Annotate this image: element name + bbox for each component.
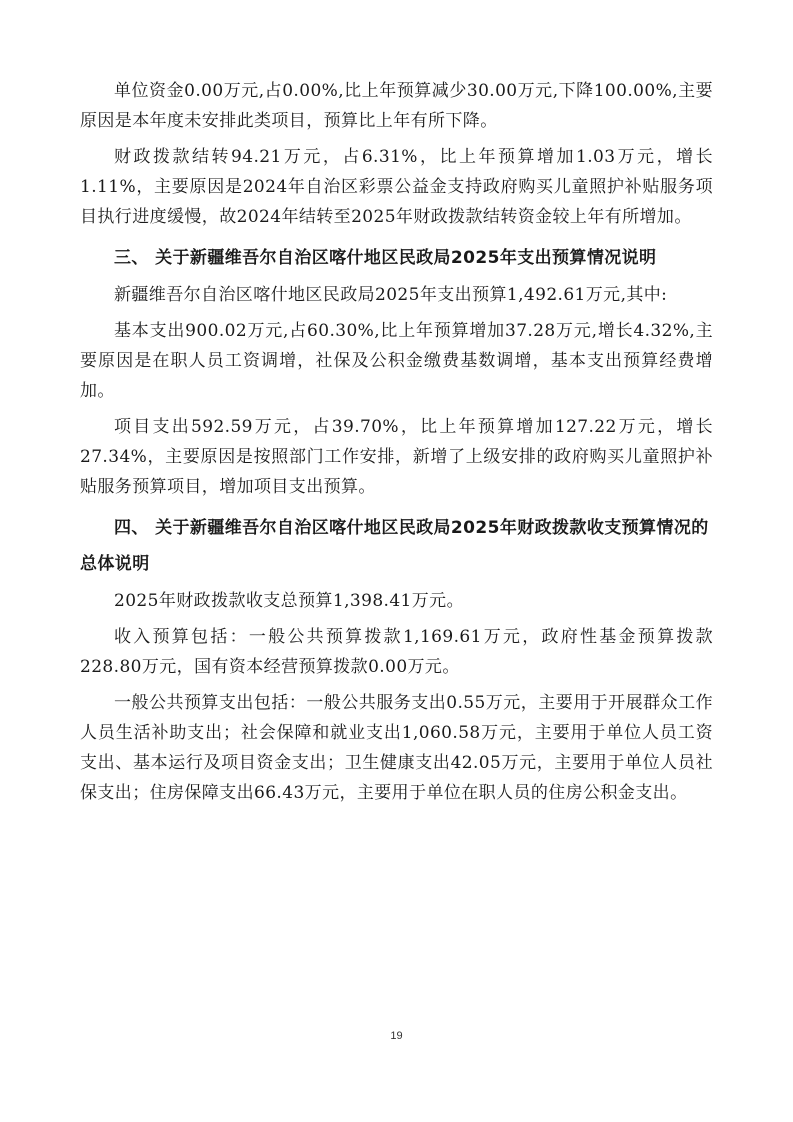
paragraph-income-budget: 收入预算包括：一般公共预算拨款1,169.61万元，政府性基金预算拨款228.80万元，国有资本经营预算拨款0.00万元。: [80, 627, 713, 677]
paragraph-total-fiscal-budget: 2025年财政拨款收支总预算1,398.41万元。: [114, 591, 464, 611]
section-heading-expenditure-budget: 三、 关于新疆维吾尔自治区喀什地区民政局2025年支出预算情况说明: [114, 248, 657, 268]
document-page: [80, 76, 713, 808]
paragraph-fiscal-carryover: 财政拨款结转94.21万元，占6.31%，比上年预算增加1.03万元，增长1.11%，主要原因是2024年自治区彩票公益金支持政府购买儿童照护补贴服务项目执行进度缓慢，故2024年结转至2025年财政拨款结转资金较上年有所增加。: [80, 147, 713, 227]
paragraph-unit-funds: 单位资金0.00万元,占0.00%,比上年预算减少30.00万元,下降100.00%,主要原因是本年度未安排此类项目，预算比上年有所下降。: [80, 81, 713, 131]
section-heading-fiscal-appropriation: 四、 关于新疆维吾尔自治区喀什地区民政局2025年财政拨款收支预算情况的总体说明: [80, 518, 709, 574]
paragraph-general-public-expenditure: 一般公共预算支出包括：一般公共服务支出0.55万元，主要用于开展群众工作人员生活补助支出；社会保障和就业支出1,060.58万元，主要用于单位人员工资支出、基本运行及项目资金支出；卫生健康支出42.05万元，主要用于单位人员社保支出；住房保障支出66.43万元，主要用于单位在职人员的住房公积金支出。: [80, 693, 713, 803]
paragraph-basic-expenditure: 基本支出900.02万元,占60.30%,比上年预算增加37.28万元,增长4.32%,主要原因是在职人员工资调增，社保及公积金缴费基数调增，基本支出预算经费增加。: [80, 321, 713, 401]
paragraph-total-expenditure: 新疆维吾尔自治区喀什地区民政局2025年支出预算1,492.61万元,其中:: [114, 285, 668, 305]
page-number: 19: [390, 1030, 403, 1042]
paragraph-project-expenditure: 项目支出592.59万元，占39.70%，比上年预算增加127.22万元，增长27.34%，主要原因是按照部门工作安排，新增了上级安排的政府购买儿童照护补贴服务预算项目，增加项目支出预算。: [80, 417, 713, 497]
